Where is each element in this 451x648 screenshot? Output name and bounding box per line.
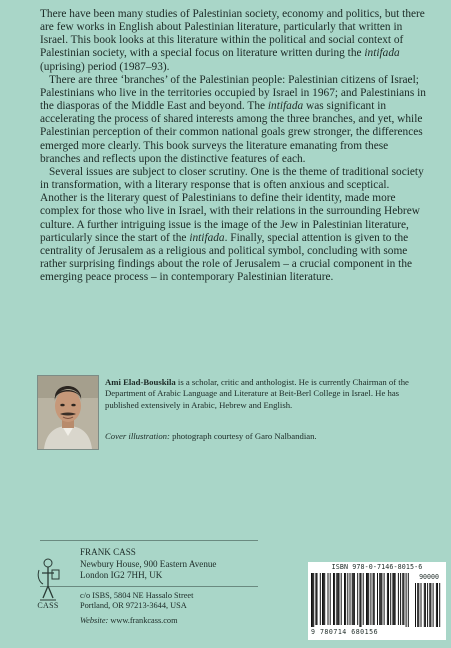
addon-bar [417,583,418,627]
author-name: Ami Elad-Bouskila [105,377,176,387]
blurb-paragraph-1 [40,8,426,74]
divider-bottom [40,586,258,587]
addon-bar [427,583,428,627]
addon-bar [437,583,438,627]
publisher-address-line-2: London IG2 7HH, UK [80,570,163,581]
author-photo [37,375,99,450]
italic-term: intifada [364,47,400,60]
italic-term: intifada [189,231,225,244]
addon-bar [439,583,440,627]
us-distributor-address [80,591,310,612]
barcode-bar [363,573,364,625]
barcode-bar [402,573,403,625]
barcode-bar [373,573,374,625]
text-run: There are three ‘branches’ of the Palestinian people: Palestinian citizens of Israel; Palestinians who live in the territories occupied by Israel in 1967; and Palestinians in the diasporas of the Middle East and beyond. The [40,73,426,113]
addon-bar [425,583,426,627]
barcode-bar [357,573,358,625]
barcode-bar [345,573,346,625]
us-distributor-name: ISBS [92,591,110,600]
author-portrait-image [38,376,98,449]
barcode-bar [408,573,409,627]
website-line [80,616,310,626]
barcode-bar [384,573,385,625]
addon-bar [436,583,437,627]
barcode-bar [388,573,389,625]
blurb-paragraph-2 [40,74,426,166]
barcode-bar [341,573,342,625]
barcode-bar [392,573,393,625]
barcode-bar [328,573,329,625]
barcode-bar [395,573,396,625]
barcode-bar [336,573,337,625]
barcode-bar [320,573,321,625]
barcode-bar [379,573,380,625]
publisher-address [80,547,310,582]
barcode-bar [366,573,367,625]
publisher-name: FRANK CASS [80,547,136,557]
text-run: There have been many studies of Palestinian society, economy and politics, but there are few works in English about Palestinian literature, particularly that written in Israel. This book looks at this literature within the political and social context of Palestinian society, with a special focus on literature written during the [40,8,425,60]
barcode-bar [361,573,362,627]
barcode-bar [381,573,382,625]
barcode-bar [398,573,399,625]
barcode-bar [406,573,407,627]
barcode-bar [359,573,360,627]
cover-credit-label: Cover illustration: [105,431,170,441]
italic-term: intifada [267,100,304,113]
website-url[interactable]: www.frankcass.com [108,616,178,625]
barcode-bar [350,573,351,625]
barcode-bar [380,573,381,625]
barcode-bar [337,573,338,625]
barcode-bar [334,573,335,625]
barcode-bar [311,573,312,627]
barcode-bar [313,573,314,627]
barcode-bar [387,573,388,625]
isbn-number: ISBN 978-0-7146-8015-6 [331,563,423,571]
us-address-prefix: c/o [80,591,93,600]
text-run: Several issues are subject to closer scrutiny. One is the theme of traditional society in transformation, with a literary response that is often anxious and sceptical. Another is the literary quest of Palestinians to define their identity, made more complex for those who live in Israel, with their relations in the surrounding Hebrew culture. A further intriguing issue is the image of the Jew in Palestinian literature, particularly since the start of the [40,165,424,244]
author-bio-text: is a scholar, critic and anthologist. He is currently Chairman of the Department of Arabic Language and Literature at Beit-Berl College in Israel. He has published extensively in Arabic, Hebrew and English. [105,377,409,410]
cover-credit-text: photograph courtesy of Garo Nalbandian. [169,431,317,441]
ean-digits: 9 780714 680156 [311,628,379,636]
barcode-bar [317,573,318,625]
addon-bar [430,583,431,627]
addon-bar [429,583,430,627]
barcode-bar [377,573,378,625]
barcode-bar [374,573,375,625]
barcode-bar [347,573,348,625]
blurb-paragraph-3 [40,166,426,284]
addon-digits: 90000 [419,573,439,581]
barcode-bar [370,573,371,625]
text-run: (uprising) period (1987–93). [40,60,170,73]
barcode-bar [352,573,353,625]
barcode-bar [390,573,391,625]
barcode-bar [312,573,313,627]
divider-top [40,540,258,541]
publisher-logo-label: CASS [37,601,59,610]
us-address-street: , 5804 NE Hassalo Street [109,591,194,600]
barcode-bar [315,573,316,625]
barcode-bar [339,573,340,625]
barcode-bar [353,573,354,625]
barcode-bar [330,573,331,625]
barcode-bar [368,573,369,625]
cover-credit [105,431,430,442]
barcode-icon [311,573,445,629]
text-run: was significant in accelerating the process of shared interests among the three branches, and yet, while Palestinian perception of their common national goals grew stronger, the differences emerged more clearly. This book surveys the literature emanating from these branches and reflects upon the distinctive features of each. [40,100,423,165]
barcode-bar [403,573,404,625]
addon-bar [415,583,416,627]
author-bio [105,377,430,411]
barcode-bar [354,573,355,625]
barcode-bar [400,573,401,625]
us-address-city: Portland, OR 97213-3644, USA [80,601,187,611]
addon-bar [433,583,434,627]
barcode-bar [322,573,323,625]
barcode-bar [394,573,395,625]
barcode-bar [333,573,334,625]
addon-bar [424,583,425,627]
barcode-bar [367,573,368,625]
blurb [40,8,426,284]
text-run: . Finally, special attention is given to the centrality of Jerusalem as a religious and political symbol, concluding with some rather surprising findings about the role of Jerusalem – a crucial component in the emerging peace process – in contemporary Palestinian literature. [40,231,413,284]
barcode-bar [324,573,325,625]
addon-bar [421,583,422,627]
barcode-bar [344,573,345,625]
website-label: Website: [80,616,109,625]
barcode-bar [323,573,324,625]
addon-bar [418,583,419,627]
publisher-address-line-1: Newbury House, 900 Eastern Avenue [80,558,217,569]
